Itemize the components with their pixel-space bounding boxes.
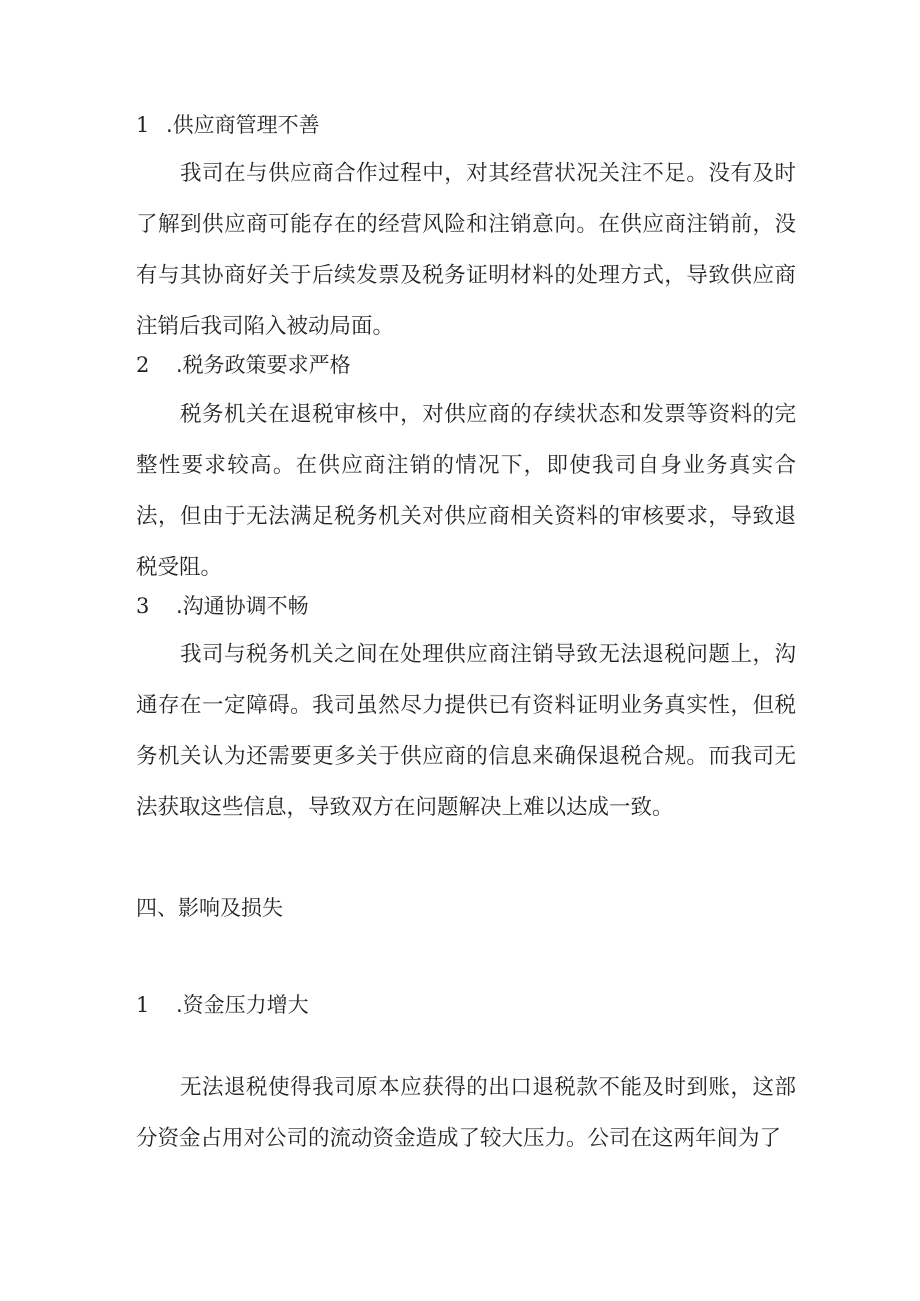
section-number: 2 (136, 353, 150, 377)
subsection-heading-1 (136, 990, 309, 1020)
chapter-heading: 四、影响及损失 (136, 896, 283, 920)
subsection-paragraph-1: 无法退税使得我司原本应获得的出口退税款不能及时到账，这部分资金占用对公司的流动资金造成了较大压力。公司在这两年间为了 (136, 1075, 796, 1151)
section-heading-1 (136, 110, 320, 140)
section-heading-3 (136, 591, 309, 621)
section-heading-2 (136, 350, 351, 380)
section-title: .资金压力增大 (176, 993, 309, 1017)
section-title: .供应商管理不善 (166, 113, 320, 137)
section-paragraph-3: 我司与税务机关之间在处理供应商注销导致无法退税问题上，沟通存在一定障碍。我司虽然尽力提供已有资料证明业务真实性，但税务机关认为还需要更多关于供应商的信息来确保退税合规。而我司无法获取这些信息，导致双方在问题解决上难以达成一致。 (136, 642, 796, 820)
section-number: 3 (136, 594, 150, 618)
section-paragraph-1: 我司在与供应商合作过程中，对其经营状况关注不足。没有及时了解到供应商可能存在的经营风险和注销意向。在供应商注销前，没有与其协商好关于后续发票及税务证明材料的处理方式，导致供应商注销后我司陷入被动局面。 (136, 161, 796, 339)
section-paragraph-2: 税务机关在退税审核中，对供应商的存续状态和发票等资料的完整性要求较高。在供应商注销的情况下，即使我司自身业务真实合法，但由于无法满足税务机关对供应商相关资料的审核要求，导致退税受阻。 (136, 402, 796, 580)
section-number: 1 (136, 993, 150, 1017)
section-number: 1 (136, 113, 150, 137)
section-title: .税务政策要求严格 (176, 353, 351, 377)
section-title: .沟通协调不畅 (176, 594, 309, 618)
